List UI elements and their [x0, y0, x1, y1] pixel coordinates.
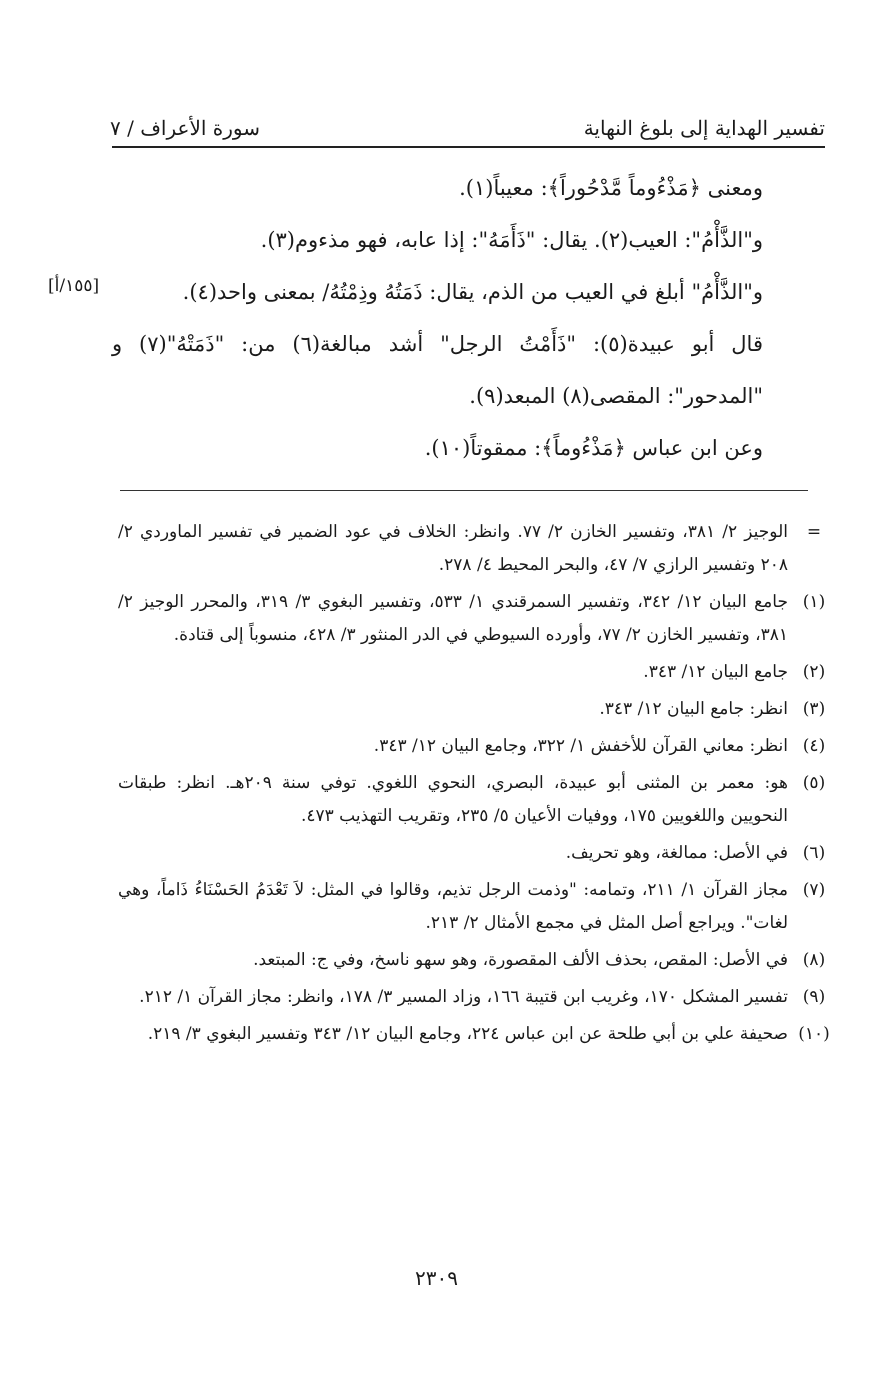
- main-text: [112, 162, 825, 474]
- footnote-text: الوجيز ٢/ ٣٨١، وتفسير الخازن ٢/ ٧٧. وانظر: الخلاف في عود الضمير في تفسير الماوردي ٢/ ٢٠٨ وتفسير الرازي ٧/ ٤٧، والبحر المحيط ٤/ ٢٧٨.: [118, 522, 788, 575]
- footnote-4: [118, 730, 840, 763]
- footnote-number: (٥): [802, 773, 826, 793]
- page-number: ٢٣٠٩: [415, 1266, 458, 1290]
- footnote-text: هو: معمر بن المثنى أبو عبيدة، البصري، النحوي اللغوي. توفي سنة ٢٠٩هـ. انظر: طبقات النحويين واللغويين ١٧٥، ووفيات الأعيان ٥/ ٢٣٥، وتقريب التهذيب ٤٧٣.: [118, 773, 788, 826]
- footnote-1: [118, 586, 840, 652]
- footnote-text: انظر: جامع البيان ١٢/ ٣٤٣.: [599, 699, 788, 719]
- footnote-5: [118, 767, 840, 833]
- manuscript-folio-ref: [١٥٥/أ]: [48, 276, 100, 296]
- footnote-10: [118, 1018, 840, 1051]
- paragraph-5: وعن ابن عباس ﴿مَذْءُوماً﴾: ممقوتاً(١٠).: [424, 436, 763, 460]
- footnote-6: [118, 837, 840, 870]
- footnotes: [118, 516, 840, 1055]
- footnote-text: مجاز القرآن ١/ ٢١١، وتمامه: "وذمت الرجل تذيم، وقالوا في المثل: لاَ تَعْدَمُ الحَسْنَاءُ ذَاماً، وهي لغات". ويراجع أصل المثل في مجمع الأمثال ٢/ ٢١٣.: [118, 880, 788, 933]
- footnote-9: [118, 981, 840, 1014]
- footnote-3: [118, 693, 840, 726]
- running-header: [110, 100, 825, 140]
- footnote-text: في الأصل: ممالغة، وهو تحريف.: [565, 843, 788, 863]
- footnote-text: جامع البيان ١٢/ ٣٤٣.: [643, 662, 788, 682]
- footnote-7: [118, 874, 840, 940]
- footnote-text: جامع البيان ١٢/ ٣٤٢، وتفسير السمرقندي ١/ ٥٣٣، وتفسير البغوي ٣/ ٣١٩، والمحرر الوجيز ٢/ ٣٨١، وتفسير الخازن ٢/ ٧٧، وأورده السيوطي في الدر المنثور ٣/ ٤٢٨، منسوباً إلى قتادة.: [118, 592, 788, 645]
- footnote-number: (٦): [802, 843, 826, 863]
- footnote-text: انظر: معاني القرآن للأخفش ١/ ٣٢٢، وجامع البيان ١٢/ ٣٤٣.: [373, 736, 788, 756]
- footnote-number: =: [806, 522, 822, 542]
- footnote-number: (٩): [802, 987, 826, 1007]
- footnote-number: (١): [802, 592, 826, 612]
- surah-label: سورة الأعراف / ٧: [110, 116, 261, 140]
- footnote-number: (٨): [802, 950, 826, 970]
- footnote-number: (١٠): [798, 1024, 830, 1044]
- footnote-8: [118, 944, 840, 977]
- footnote-2: [118, 656, 840, 689]
- footnote-text: في الأصل: المقص، بحذف الألف المقصورة، وهو سهو ناسخ، وفي ج: المبتعد.: [253, 950, 788, 970]
- footnote-rule: [120, 490, 808, 491]
- footnote-number: (٤): [802, 736, 826, 756]
- paragraph-4: قال أبو عبيدة(٥): "ذَأَمْتُ الرجل" أشد مبالغة(٦) من: "ذَمَتْهُ"(٧) و "المدحور": المقصى(٨) المبعد(٩).: [112, 332, 763, 408]
- paragraph-2: و"الذَّأْمُ": العيب(٢). يقال: "ذَأَمَهُ": إذا عابه، فهو مذءوم(٣).: [260, 228, 763, 252]
- book-title: تفسير الهداية إلى بلوغ النهاية: [583, 116, 825, 140]
- footnote-number: (٣): [802, 699, 826, 719]
- footnote-text: تفسير المشكل ١٧٠، وغريب ابن قتيبة ١٦٦، وزاد المسير ٣/ ١٧٨، وانظر: مجاز القرآن ١/ ٢١٢.: [139, 987, 788, 1007]
- footnote-continued: [118, 516, 840, 582]
- header-rule: [112, 146, 825, 148]
- footnote-number: (٢): [802, 662, 826, 682]
- paragraph-1: ومعنى ﴿مَذْءُوماً مَّدْحُوراً﴾: معيباً(١).: [459, 176, 763, 200]
- footnote-text: صحيفة علي بن أبي طلحة عن ابن عباس ٢٢٤، وجامع البيان ١٢/ ٣٤٣ وتفسير البغوي ٣/ ٢١٩.: [147, 1024, 788, 1044]
- paragraph-3: و"الذَّأْمُ" أبلغ في العيب من الذم، يقال: ذَمَتُهُ وذِمْتُهُ/ بمعنى واحد(٤).: [182, 280, 763, 304]
- footnote-number: (٧): [802, 880, 826, 900]
